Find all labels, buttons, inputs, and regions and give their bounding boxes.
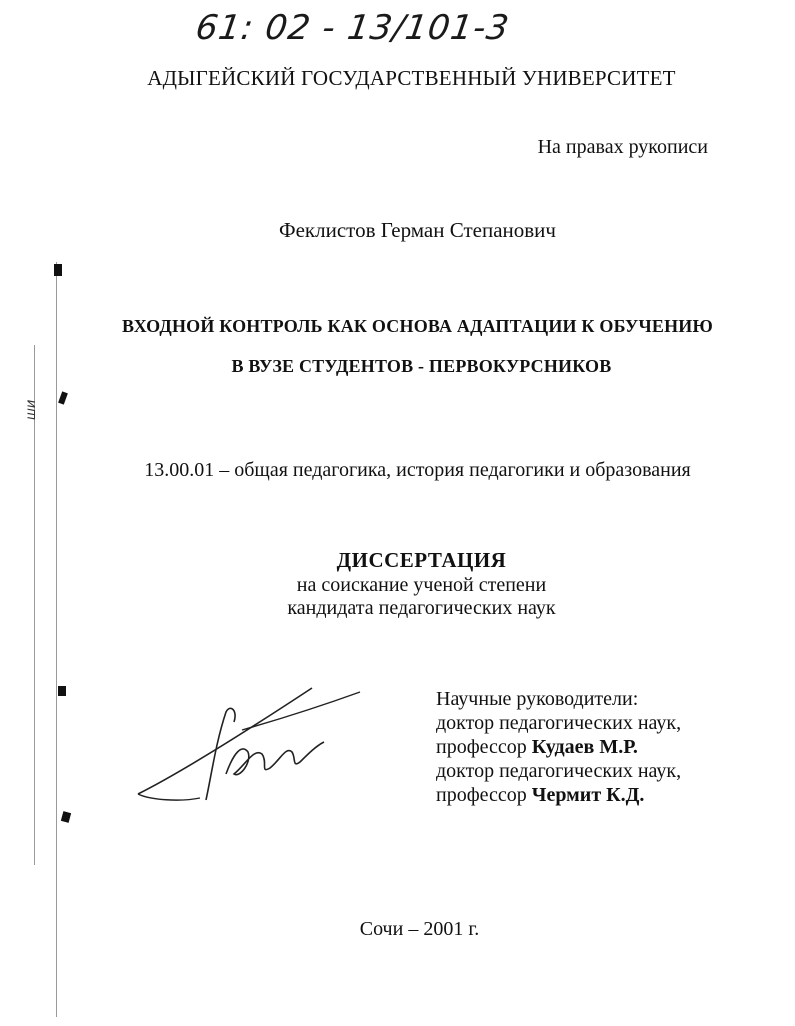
document-type-heading: ДИССЕРТАЦИЯ: [336, 548, 507, 572]
degree-line-1: на соискание ученой степени: [296, 574, 547, 596]
author-signature: [130, 682, 370, 812]
margin-handwritten-note: ши: [24, 399, 39, 420]
supervisor-2-line: [436, 783, 681, 807]
supervisor-2-title: профессор: [436, 784, 527, 806]
archive-code-handwritten: 61: 02 - 13/101-3: [193, 8, 513, 48]
supervisors-heading: Научные руководители:: [436, 688, 639, 710]
author-name: Феклистов Герман Степанович: [279, 218, 556, 242]
binding-mark-3: [58, 686, 66, 696]
supervisor-1-name: Кудаев М.Р.: [531, 736, 638, 758]
dissertation-title-line-1: ВХОДНОЙ КОНТРОЛЬ КАК ОСНОВА АДАПТАЦИИ К ОБУЧЕНИЮ: [122, 316, 713, 336]
binding-mark-2: [58, 391, 68, 404]
binding-mark-4: [61, 811, 71, 823]
binding-mark-1: [54, 264, 62, 276]
specialty-code: 13.00.01 – общая педагогика, история педагогики и образования: [144, 459, 691, 481]
manuscript-rights-note: На правах рукописи: [537, 136, 708, 158]
supervisor-2-degree: доктор педагогических наук,: [436, 760, 682, 782]
university-name: АДЫГЕЙСКИЙ ГОСУДАРСТВЕННЫЙ УНИВЕРСИТЕТ: [147, 66, 676, 90]
degree-line-2: кандидата педагогических наук: [287, 597, 556, 619]
binding-line-outer: [34, 345, 35, 865]
supervisor-1-degree: доктор педагогических наук,: [436, 712, 682, 734]
supervisors-block: [436, 687, 681, 807]
city-year: Сочи – 2001 г.: [359, 918, 480, 940]
supervisor-1-title: профессор: [436, 736, 527, 758]
supervisor-2-name: Чермит К.Д.: [531, 784, 645, 806]
supervisor-1-line: [436, 735, 681, 759]
dissertation-title-line-2: В ВУЗЕ СТУДЕНТОВ - ПЕРВОКУРСНИКОВ: [231, 356, 612, 376]
binding-line-inner: [56, 262, 57, 1017]
